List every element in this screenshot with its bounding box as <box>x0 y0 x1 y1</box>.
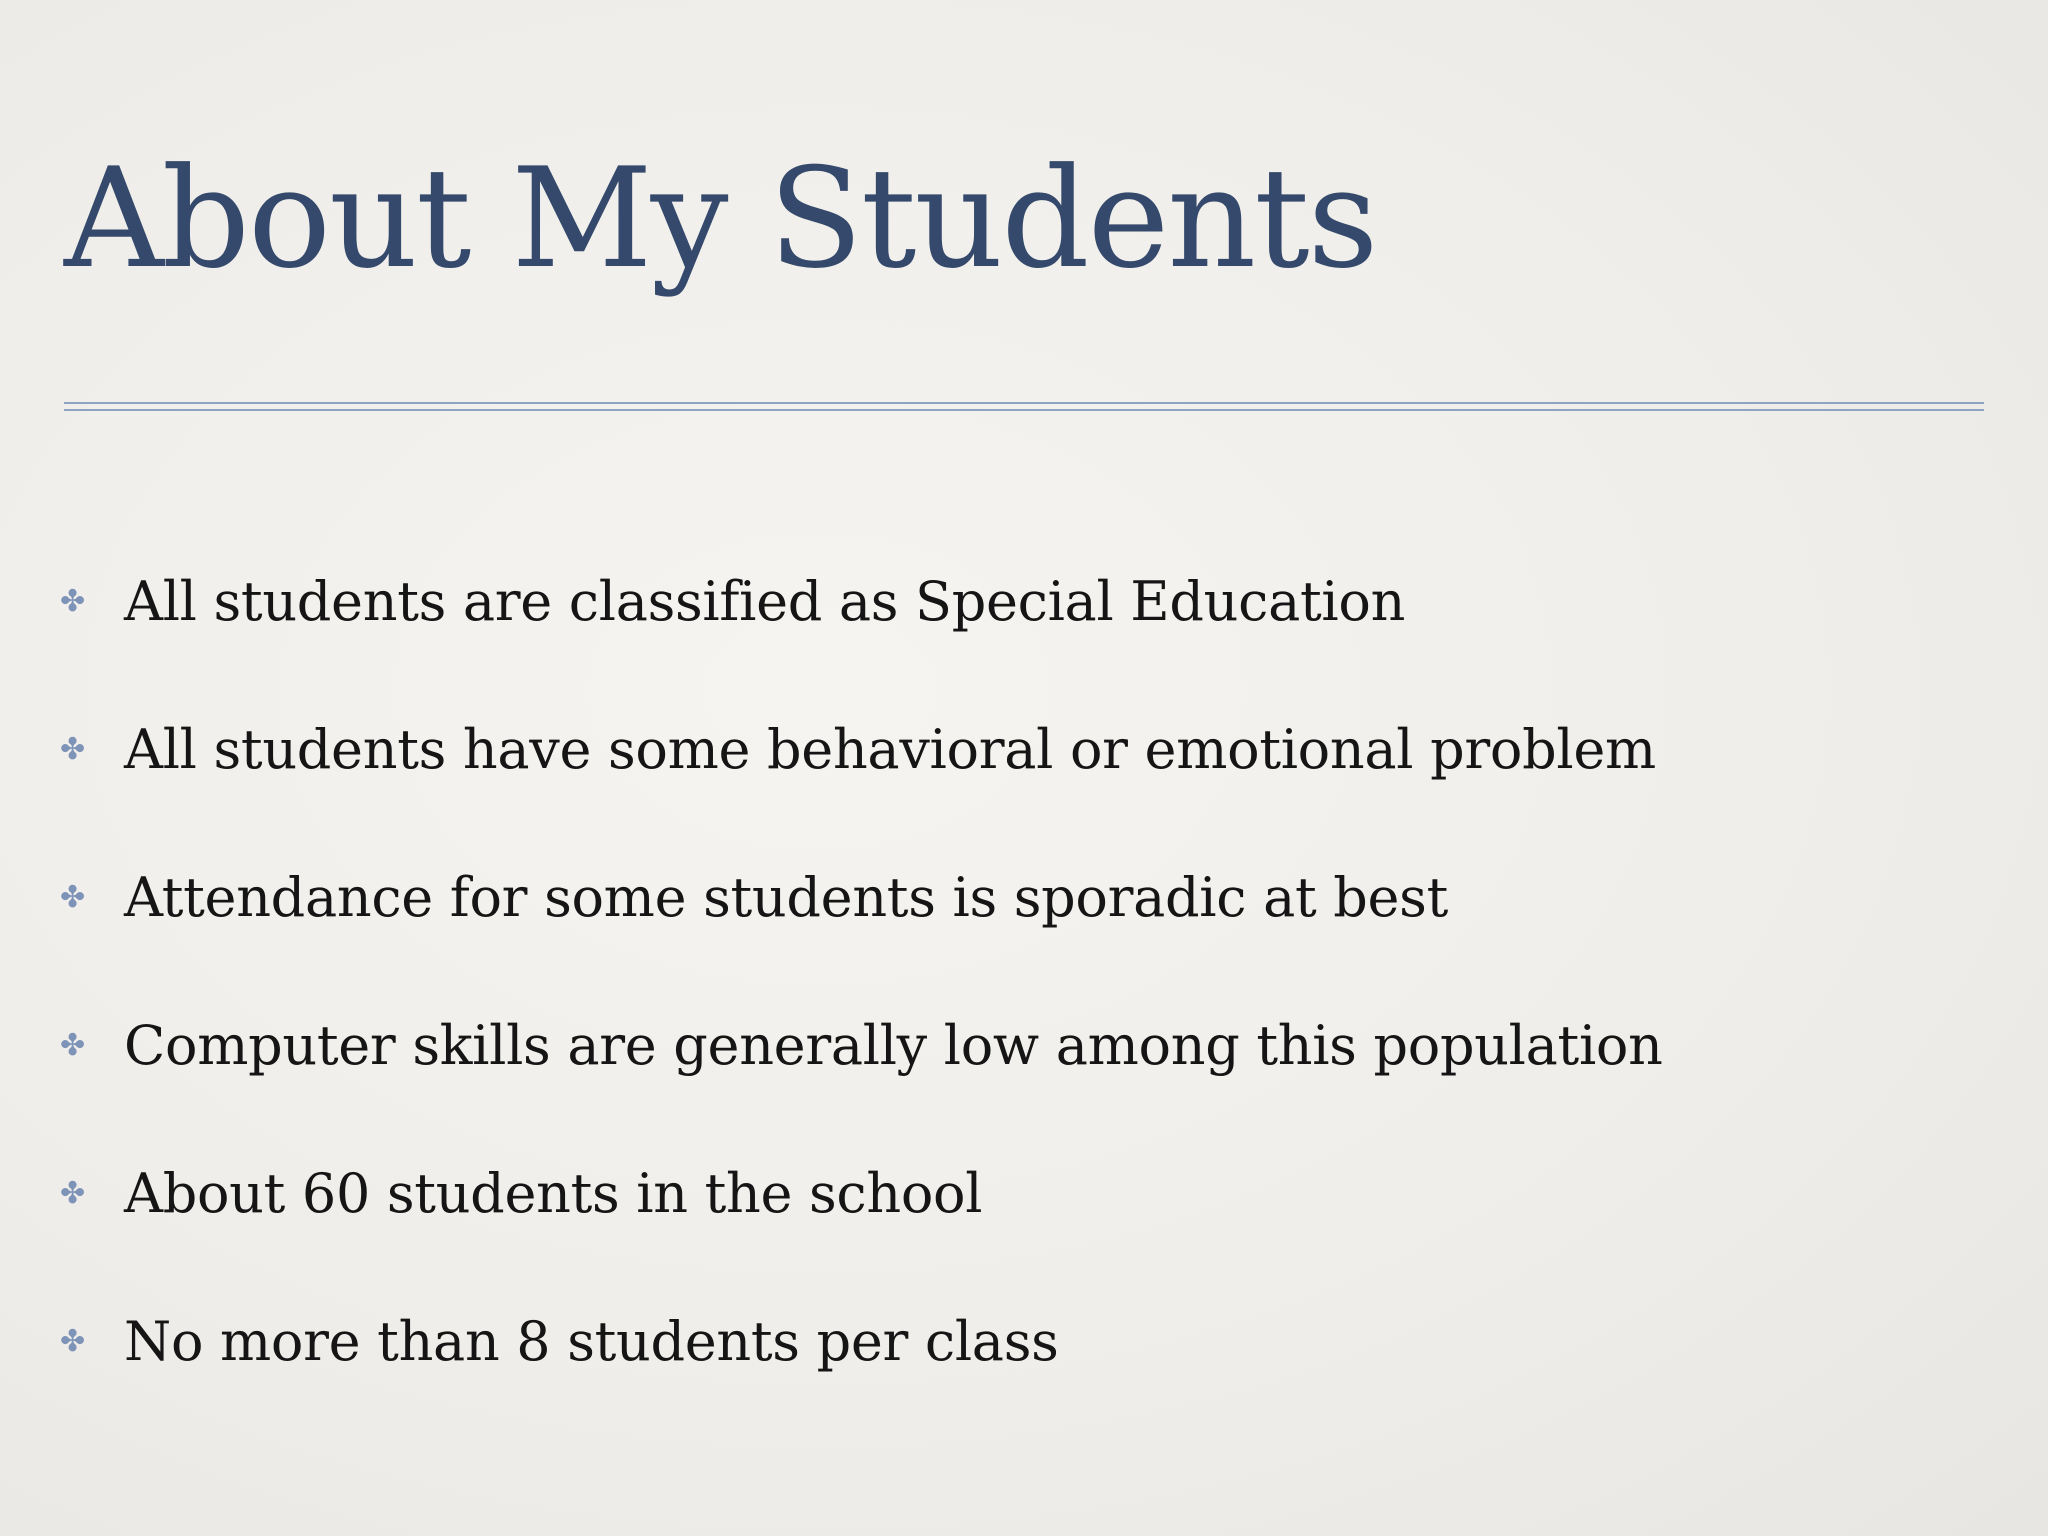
fleuron-bullet-icon: ✤ <box>60 732 86 767</box>
bullet-text: All students are classified as Special Education <box>124 570 1406 633</box>
fleuron-bullet-icon: ✤ <box>60 1324 86 1359</box>
bullet-item <box>60 1147 1663 1295</box>
bullet-text: No more than 8 students per class <box>124 1310 1059 1373</box>
divider-line-top <box>64 402 1984 404</box>
bullet-item <box>60 999 1663 1147</box>
divider-line-bottom <box>64 409 1984 411</box>
fleuron-bullet-icon: ✤ <box>60 1176 86 1211</box>
bullet-text: Computer skills are generally low among this population <box>124 1014 1663 1077</box>
fleuron-bullet-icon: ✤ <box>60 584 86 619</box>
fleuron-bullet-icon: ✤ <box>60 880 86 915</box>
fleuron-bullet-icon: ✤ <box>60 1028 86 1063</box>
bullet-list <box>60 555 1663 1443</box>
title-divider <box>64 402 1984 412</box>
slide-title: About My Students <box>64 138 1377 299</box>
bullet-item <box>60 555 1663 703</box>
bullet-text: About 60 students in the school <box>124 1162 983 1225</box>
bullet-text: Attendance for some students is sporadic at best <box>124 866 1448 929</box>
bullet-item <box>60 1295 1663 1443</box>
bullet-item <box>60 851 1663 999</box>
bullet-text: All students have some behavioral or emotional problem <box>124 718 1656 781</box>
bullet-item <box>60 703 1663 851</box>
